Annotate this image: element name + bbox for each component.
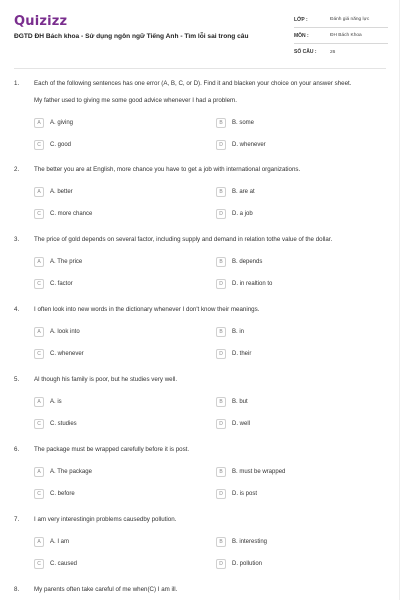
option-text: C. before — [50, 491, 75, 497]
option-row — [34, 278, 386, 290]
question-text: Al though his family is poor, but he studies very well. — [34, 376, 178, 383]
question-text: The package must be wrapped carefully before it is post. — [34, 446, 190, 453]
option-letter-box: B — [216, 397, 226, 407]
answer-option-a[interactable] — [34, 186, 73, 198]
option-row — [34, 488, 386, 500]
answer-option-c[interactable] — [34, 208, 92, 220]
option-row — [34, 558, 386, 570]
question-text: Each of the following sentences has one error (A, B, C, or D). Find it and blacken your choice on your answer sheet. — [34, 80, 352, 87]
option-letter-box: A — [34, 257, 44, 267]
option-letter-box: B — [216, 187, 226, 197]
question-number: 8. — [14, 586, 20, 593]
option-text: D. whenever — [232, 142, 266, 148]
option-text: A. The package — [50, 469, 92, 475]
answer-option-d[interactable] — [216, 558, 262, 570]
document-title: ĐGTD ĐH Bách khoa - Sử dụng ngôn ngữ Tiếng Anh - Tìm lỗi sai trong câu — [14, 33, 249, 40]
option-text: B. some — [232, 120, 255, 126]
answer-option-d[interactable] — [216, 208, 253, 220]
option-text: B. must be wrapped — [232, 469, 286, 475]
answer-option-b[interactable] — [216, 326, 244, 338]
meta-value: 26 — [330, 49, 336, 55]
option-row — [34, 466, 386, 478]
answer-option-b[interactable] — [216, 117, 254, 129]
answer-option-d[interactable] — [216, 488, 257, 500]
option-letter-box: C — [34, 559, 44, 569]
answer-option-b[interactable] — [216, 466, 285, 478]
answer-option-a[interactable] — [34, 396, 62, 408]
question-number: 7. — [14, 516, 20, 523]
option-row — [34, 326, 386, 338]
option-letter-box: C — [34, 419, 44, 429]
option-letter-box: A — [34, 537, 44, 547]
answer-option-b[interactable] — [216, 256, 262, 268]
question-number: 4. — [14, 306, 20, 313]
meta-row-subject — [294, 28, 388, 44]
meta-row-class — [294, 12, 388, 28]
option-row — [34, 139, 386, 151]
answer-option-b[interactable] — [216, 186, 255, 198]
option-row — [34, 186, 386, 198]
option-text: D. well — [232, 421, 251, 427]
question-text: My parents often take careful of me when(C) I am ill. — [34, 586, 178, 593]
option-letter-box: B — [216, 118, 226, 128]
option-row — [34, 348, 386, 360]
header-divider — [14, 68, 386, 69]
option-letter-box: C — [34, 279, 44, 289]
answer-option-d[interactable] — [216, 348, 251, 360]
question-text: I often look into new words in the dictionary whenever I don't know their meanings. — [34, 306, 260, 313]
option-text: D. pollution — [232, 561, 263, 567]
question-number: 5. — [14, 376, 20, 383]
meta-label: MÔN : — [294, 32, 309, 39]
option-row — [34, 418, 386, 430]
quizizz-logo: Quizizz — [14, 14, 68, 29]
option-text: A. better — [50, 189, 73, 195]
option-letter-box: C — [34, 140, 44, 150]
option-text: B. are at — [232, 189, 255, 195]
option-letter-box: D — [216, 140, 226, 150]
option-letter-box: D — [216, 559, 226, 569]
meta-label: SỐ CÂU : — [294, 49, 317, 55]
option-row — [34, 208, 386, 220]
option-row — [34, 256, 386, 268]
question-number: 1. — [14, 80, 20, 87]
option-letter-box: C — [34, 209, 44, 219]
option-letter-box: C — [34, 489, 44, 499]
answer-option-c[interactable] — [34, 488, 75, 500]
question-number: 3. — [14, 236, 20, 243]
option-row — [34, 536, 386, 548]
option-text: D. is post — [232, 491, 258, 497]
meta-table — [294, 12, 388, 60]
option-letter-box: D — [216, 419, 226, 429]
option-letter-box: D — [216, 279, 226, 289]
option-text: D. in realtion to — [232, 281, 273, 287]
answer-option-c[interactable] — [34, 278, 73, 290]
option-text: A. look into — [50, 329, 80, 335]
option-text: D. their — [232, 351, 252, 357]
option-letter-box: B — [216, 467, 226, 477]
option-text: C. factor — [50, 281, 73, 287]
option-letter-box: D — [216, 489, 226, 499]
option-letter-box: A — [34, 467, 44, 477]
answer-option-a[interactable] — [34, 256, 82, 268]
answer-option-c[interactable] — [34, 348, 84, 360]
answer-option-d[interactable] — [216, 139, 266, 151]
option-letter-box: A — [34, 327, 44, 337]
option-letter-box: B — [216, 257, 226, 267]
option-letter-box: C — [34, 349, 44, 359]
answer-option-c[interactable] — [34, 418, 77, 430]
option-letter-box: D — [216, 349, 226, 359]
option-letter-box: A — [34, 397, 44, 407]
option-text: A. is — [50, 399, 62, 405]
answer-option-a[interactable] — [34, 536, 69, 548]
option-text: C. studies — [50, 421, 77, 427]
option-text: C. whenever — [50, 351, 84, 357]
answer-option-d[interactable] — [216, 418, 250, 430]
option-text: C. caused — [50, 561, 78, 567]
question-sentence: My father used to giving me some good advice whenever I had a problem. — [34, 97, 237, 104]
option-letter-box: A — [34, 187, 44, 197]
question-number: 2. — [14, 166, 20, 173]
answer-option-a[interactable] — [34, 117, 73, 129]
question-number: 6. — [14, 446, 20, 453]
option-text: B. interesting — [232, 539, 268, 545]
answer-option-a[interactable] — [34, 466, 92, 478]
option-text: A. I am — [50, 539, 70, 545]
answer-option-c[interactable] — [34, 558, 77, 570]
option-text: D. a job — [232, 211, 253, 217]
option-text: B. in — [232, 329, 245, 335]
answer-option-b[interactable] — [216, 396, 248, 408]
question-text: I am very interestingin problems causedby pollution. — [34, 516, 177, 523]
option-text: B. but — [232, 399, 248, 405]
option-letter-box: B — [216, 537, 226, 547]
answer-option-b[interactable] — [216, 536, 267, 548]
meta-value: Đánh giá năng lực — [330, 17, 370, 22]
question-text: The better you are at English, more chance you have to get a job with international organizations. — [34, 166, 301, 173]
option-letter-box: A — [34, 118, 44, 128]
option-text: B. depends — [232, 259, 263, 265]
option-letter-box: B — [216, 327, 226, 337]
answer-option-d[interactable] — [216, 278, 272, 290]
question-text: The price of gold depends on several factor, including supply and demand in relation tothe value of the dollar. — [34, 236, 333, 243]
option-text: C. good — [50, 142, 72, 148]
answer-option-a[interactable] — [34, 326, 80, 338]
option-letter-box: D — [216, 209, 226, 219]
meta-label: LỚP : — [294, 16, 308, 23]
meta-row-count — [294, 44, 388, 60]
option-row — [34, 396, 386, 408]
option-row — [34, 117, 386, 129]
option-text: A. The price — [50, 259, 83, 265]
option-text: C. more chance — [50, 211, 93, 217]
header — [0, 0, 400, 64]
answer-option-c[interactable] — [34, 139, 71, 151]
option-text: A. giving — [50, 120, 74, 126]
meta-value: ĐH Bách Khoa — [330, 33, 362, 38]
